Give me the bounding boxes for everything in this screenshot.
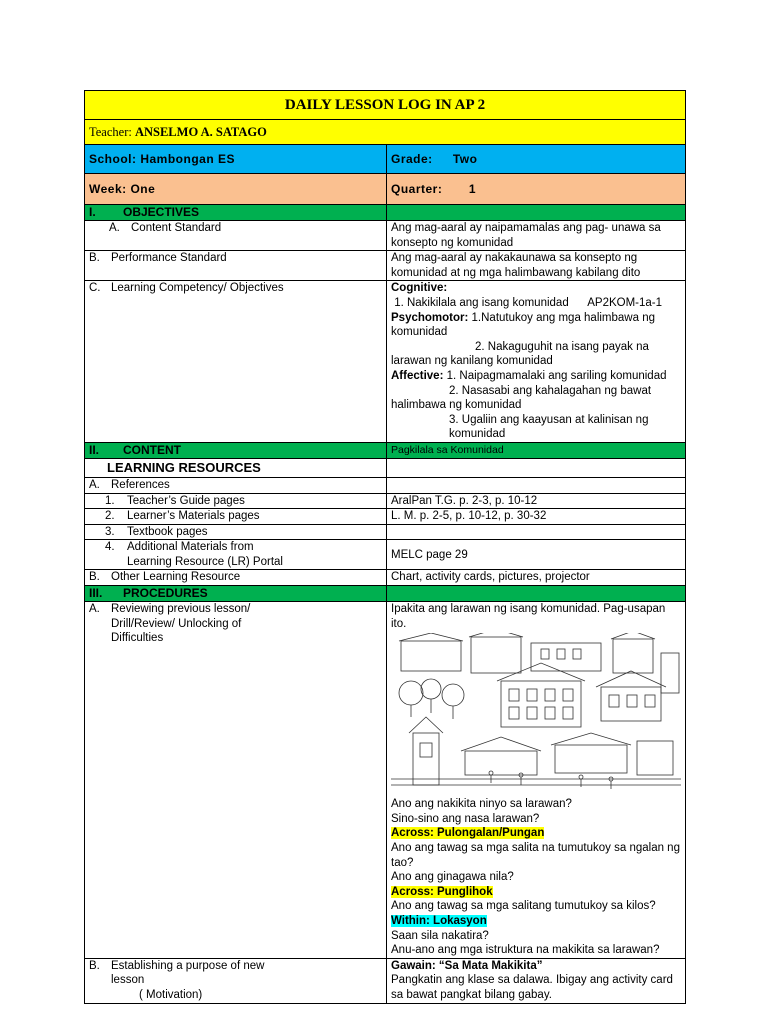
document-title: DAILY LESSON LOG IN AP 2 [85, 91, 686, 120]
lm-pages-value: L. M. p. 2-5, p. 10-12, p. 30-32 [387, 509, 686, 525]
content-standard-letter: A. [109, 222, 120, 234]
community-sketch-image [391, 633, 681, 793]
question-5: Ano ang tawag sa mga salitang tumutukoy sa kilos? [391, 900, 656, 913]
quarter-value: 1 [468, 181, 477, 196]
tg-pages-label: Teacher’s Guide pages [127, 494, 245, 507]
cognitive-line [391, 281, 681, 310]
other-resources-label-cell [85, 570, 387, 586]
references-letter: A. [89, 478, 100, 491]
question-4: Ano ang ginagawa nila? [391, 871, 514, 884]
review-value [387, 602, 686, 959]
content-standard-value: Ang mag-aaral ay naipamamalas ang pag- unawa sa konsepto ng komunidad [387, 221, 686, 251]
textbook-pages-number: 3. [105, 525, 115, 538]
other-resources-letter: B. [89, 571, 100, 584]
additional-materials-label: Additional Materials from Learning Resource (LR) Portal [127, 541, 283, 568]
across-2-line [391, 885, 681, 900]
lm-pages-label-cell [85, 509, 387, 525]
title-row [85, 91, 686, 120]
content-title: CONTENT [123, 443, 181, 458]
performance-standard-label-cell [85, 251, 387, 281]
motivation-row [85, 958, 686, 1003]
psychomotor-line [391, 311, 681, 340]
across-2: Across: Punglihok [391, 885, 493, 898]
tg-pages-label-cell [85, 493, 387, 509]
content-standard-label: Content Standard [131, 222, 222, 234]
objectives-header [85, 205, 387, 221]
grade-value: Two [452, 151, 478, 166]
other-resources-label: Other Learning Resource [111, 571, 241, 584]
motivation-label: Establishing a purpose of new lesson [111, 959, 265, 987]
performance-standard-letter: B. [89, 252, 100, 265]
content-number: II. [89, 443, 100, 458]
motivation-letter: B. [89, 959, 100, 972]
motivation-value [387, 958, 686, 1003]
content-standard-row [85, 221, 686, 251]
objectives-title: OBJECTIVES [123, 205, 200, 220]
competency-value [387, 281, 686, 443]
affective-text: 1. Naipagmamalaki ang sariling komunidad [443, 369, 667, 382]
competency-label: Learning Competency/ Objectives [111, 282, 284, 295]
grade-label: Grade: [391, 151, 433, 166]
week-cell: Week: One [85, 174, 387, 205]
performance-standard-value: Ang mag-aaral ay nakakaunawa sa konsepto ng komunidad at ng mga halimbawang kabilang dito [387, 251, 686, 281]
grade-cell [387, 145, 686, 174]
across-1: Across: Pulongalan/Pungan [391, 827, 545, 840]
question-6: Saan sila nakatira? [391, 929, 489, 942]
references-label-cell [85, 477, 387, 493]
across-1-line [391, 826, 681, 841]
learning-resources-title: LEARNING RESOURCES [85, 458, 387, 477]
tg-pages-value: AralPan T.G. p. 2-3, p. 10-12 [387, 493, 686, 509]
learning-resources-empty [387, 458, 686, 477]
content-standard-label-cell [85, 221, 387, 251]
gawain-title: Gawain: “Sa Mata Makikita” [391, 959, 543, 972]
teacher-row [85, 120, 686, 145]
motivation-label-text [111, 959, 291, 1003]
lesson-log-page [84, 90, 685, 1004]
review-label-cell [85, 602, 387, 959]
procedures-title: PROCEDURES [123, 586, 208, 601]
affective-line [391, 369, 681, 384]
tg-pages-row [85, 493, 686, 509]
objectives-number: I. [89, 205, 96, 220]
motivation-sub: ( Motivation) [139, 988, 203, 1001]
school-row [85, 145, 686, 174]
affective-label: Affective: [391, 369, 444, 382]
other-resources-value: Chart, activity cards, pictures, projector [387, 570, 686, 586]
gawain-text: Pangkatin ang klase sa dalawa. Ibigay ang activity card sa bawat pangkat bilang gabay. [391, 974, 673, 1001]
learning-resources-row [85, 458, 686, 477]
quarter-cell [387, 174, 686, 205]
procedures-header [85, 586, 387, 602]
school-cell: School: Hambongan ES [85, 145, 387, 174]
references-row [85, 477, 686, 493]
affective-line-3: 3. Ugaliin ang kaayusan at kalinisan ng komunidad [449, 413, 649, 441]
question-2: Sino-sino ang nasa larawan? [391, 812, 540, 825]
question-3: Ano ang tawag sa mga salita na tumutukoy sa ngalan ng tao? [391, 842, 680, 869]
psychomotor-text: 1.Natutukoy ang mga halimbawa ng komunidad [391, 311, 655, 339]
procedures-number: III. [89, 586, 103, 601]
lesson-log-table [84, 90, 686, 1004]
affective-line-2: 2. Nasasabi ang kahalagahan ng bawat halimbawa ng komunidad [391, 384, 652, 412]
review-row [85, 602, 686, 959]
question-1: Ano ang nakikita ninyo sa larawan? [391, 798, 572, 811]
content-header [85, 442, 387, 458]
additional-materials-number: 4. [105, 541, 115, 554]
within-line [391, 914, 681, 929]
additional-materials-row [85, 540, 686, 570]
week-row [85, 174, 686, 205]
review-intro: Ipakita ang larawan ng isang komunidad. Pag-usapan ito. [391, 603, 666, 630]
other-resources-row [85, 570, 686, 586]
psychomotor-line-2: 2. Nakaguguhit na isang payak na larawan ng kanilang komunidad [391, 340, 649, 368]
references-label: References [111, 478, 170, 491]
teacher-name: ANSELMO A. SATAGO [134, 124, 267, 139]
additional-materials-wrap [105, 540, 382, 569]
lm-pages-row [85, 509, 686, 525]
objectives-header-row [85, 205, 686, 221]
question-7: Anu-ano ang mga istruktura na makikita sa larawan? [391, 944, 660, 957]
psychomotor-label: Psychomotor: [391, 311, 469, 324]
cognitive-label: Cognitive: [391, 282, 448, 295]
within: Within: Lokasyon [391, 915, 487, 927]
competency-letter: C. [89, 282, 101, 295]
textbook-pages-value [387, 524, 686, 540]
additional-materials-label-cell [85, 540, 387, 570]
textbook-pages-label-cell [85, 524, 387, 540]
textbook-pages-label: Textbook pages [127, 525, 208, 538]
procedures-header-right [387, 586, 686, 602]
teacher-label: Teacher: [89, 124, 132, 139]
motivation-label-wrap [89, 959, 382, 1003]
review-label: Reviewing previous lesson/ Drill/Review/ Unlocking of Difficulties [111, 603, 251, 645]
competency-label-cell [85, 281, 387, 443]
cognitive-text: 1. Nakikilala ang isang komunidad AP2KOM-1a-1 [391, 296, 663, 309]
review-letter: A. [89, 603, 100, 616]
quarter-label: Quarter: [391, 181, 443, 196]
references-value [387, 477, 686, 493]
content-header-row [85, 442, 686, 458]
lm-pages-number: 2. [105, 510, 115, 523]
additional-materials-value: MELC page 29 [387, 540, 686, 570]
content-value: Pagkilala sa Komunidad [387, 442, 686, 458]
performance-standard-label: Performance Standard [111, 252, 227, 265]
lm-pages-label: Learner’s Materials pages [127, 510, 260, 523]
procedures-header-row [85, 586, 686, 602]
performance-standard-row [85, 251, 686, 281]
motivation-label-cell [85, 958, 387, 1003]
competency-row [85, 281, 686, 443]
review-label-wrap [89, 602, 382, 646]
teacher-cell [85, 120, 686, 145]
textbook-pages-row [85, 524, 686, 540]
objectives-header-right [387, 205, 686, 221]
tg-pages-number: 1. [105, 494, 115, 507]
